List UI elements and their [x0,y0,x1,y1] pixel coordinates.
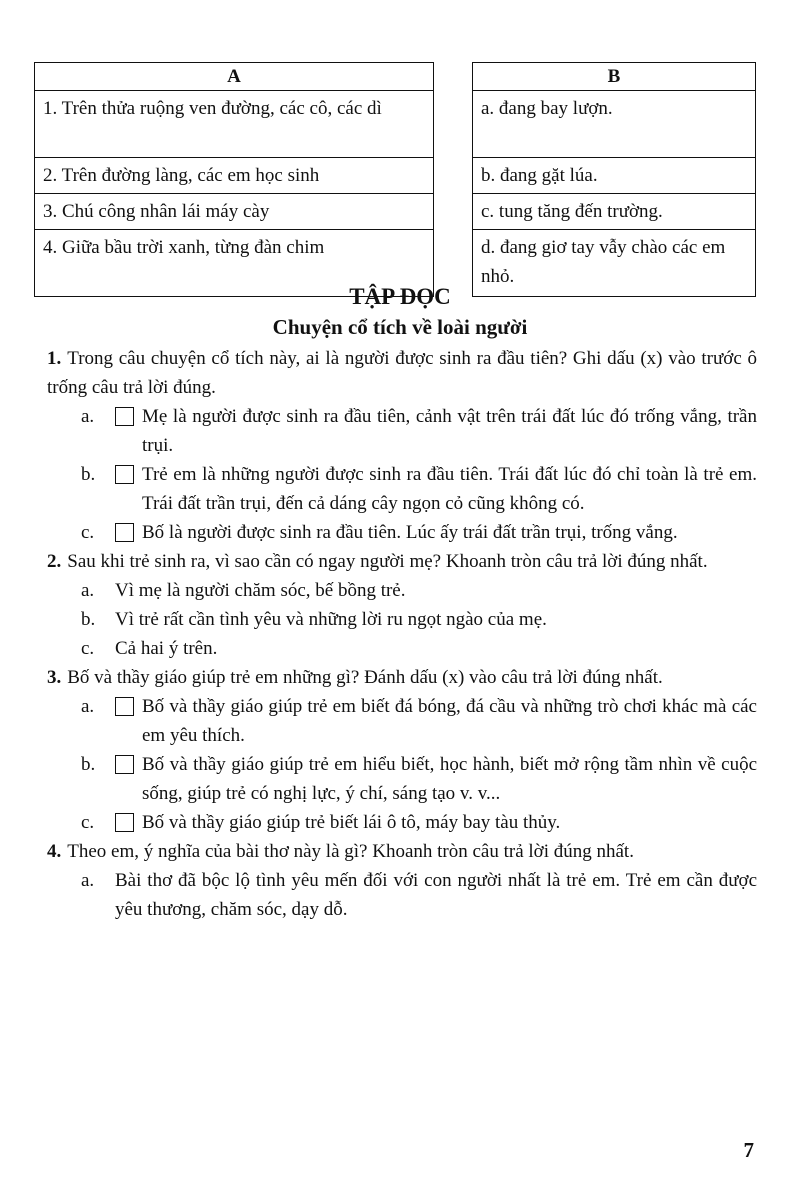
question-3 [47,663,757,692]
column-a-item: 4. Giữa bầu trời xanh, từng đàn chim [35,230,434,297]
question-number: 2. [47,551,62,572]
option-text: Bài thơ đã bộc lộ tình yêu mến đối với con người nhất là trẻ em. Trẻ em cần được yêu thương, chăm sóc, dạy dỗ. [115,870,757,920]
column-b-item: d. đang giơ tay vẫy chào các em nhỏ. [473,230,756,297]
option-label: c. [81,638,95,659]
option-label: b. [81,464,96,485]
answer-checkbox[interactable] [115,755,134,774]
column-a-item: 3. Chú công nhân lái máy cày [35,194,434,230]
option [47,605,757,634]
option-text: Bố và thầy giáo giúp trẻ em biết đá bóng, đá cầu và những trò chơi khác mà các em yêu thích. [142,696,757,746]
option-text: Mẹ là người được sinh ra đầu tiên, cảnh vật trên trái đất lúc đó trống vắng, trần trụi. [142,406,757,456]
option [47,634,757,663]
option-label: b. [81,609,96,630]
answer-checkbox[interactable] [115,697,134,716]
option-label: a. [81,580,95,601]
answer-checkbox[interactable] [115,407,134,426]
option [47,460,757,518]
option-text: Bố và thầy giáo giúp trẻ biết lái ô tô, máy bay tàu thủy. [142,812,561,833]
option-label: a. [81,406,95,427]
option [47,518,757,547]
option-label: a. [81,870,95,891]
option-label: c. [81,812,95,833]
answer-checkbox[interactable] [115,523,134,542]
option [47,750,757,808]
option-text: Cả hai ý trên. [115,638,218,659]
option [47,808,757,837]
page-number: 7 [743,1138,754,1162]
option-text: Bố và thầy giáo giúp trẻ em hiểu biết, học hành, biết mở rộng tầm nhìn về cuộc sống, giúp trẻ có nghị lực, ý chí, sáng tạo v. v... [142,754,757,804]
column-b-item: b. đang gặt lúa. [473,158,756,194]
option [47,866,757,924]
match-table-a [34,62,434,297]
option [47,692,757,750]
questions [47,344,757,924]
option-text: Bố là người được sinh ra đầu tiên. Lúc ấy trái đất trần trụi, trống vắng. [142,522,678,543]
option-label: c. [81,522,95,543]
question-1 [47,344,757,402]
option-label: a. [81,696,95,717]
column-b-item: a. đang bay lượn. [473,91,756,158]
question-text: Bố và thầy giáo giúp trẻ em những gì? Đánh dấu (x) vào câu trả lời đúng nhất. [67,667,663,688]
option-text: Trẻ em là những người được sinh ra đầu tiên. Trái đất lúc đó chỉ toàn là trẻ em. Trái đất trần trụi, đến cả dáng cây ngọn cỏ cũng không có. [142,464,757,514]
option-text: Vì trẻ rất cần tình yêu và những lời ru ngọt ngào của mẹ. [115,609,547,630]
question-number: 3. [47,667,62,688]
column-a-header: A [35,63,434,91]
option-label: b. [81,754,96,775]
question-text: Trong câu chuyện cổ tích này, ai là người được sinh ra đầu tiên? Ghi dấu (x) vào trước ô trống câu trả lời đúng. [47,348,757,398]
answer-checkbox[interactable] [115,465,134,484]
column-a-item: 2. Trên đường làng, các em học sinh [35,158,434,194]
question-number: 1. [47,348,62,369]
answer-checkbox[interactable] [115,813,134,832]
lesson-title: Chuyện cổ tích về loài người [272,315,528,339]
question-text: Sau khi trẻ sinh ra, vì sao cần có ngay người mẹ? Khoanh tròn câu trả lời đúng nhất. [67,551,708,572]
option [47,576,757,605]
section-title: TẬP ĐỌC [349,284,451,309]
column-b-header: B [473,63,756,91]
question-text: Theo em, ý nghĩa của bài thơ này là gì? Khoanh tròn câu trả lời đúng nhất. [67,841,634,862]
option-text: Vì mẹ là người chăm sóc, bế bồng trẻ. [115,580,406,601]
question-4 [47,837,757,866]
column-b-item: c. tung tăng đến trường. [473,194,756,230]
column-a-item: 1. Trên thửa ruộng ven đường, các cô, các dì [35,91,434,158]
match-table-b [472,62,756,297]
option [47,402,757,460]
question-number: 4. [47,841,62,862]
question-2 [47,547,757,576]
